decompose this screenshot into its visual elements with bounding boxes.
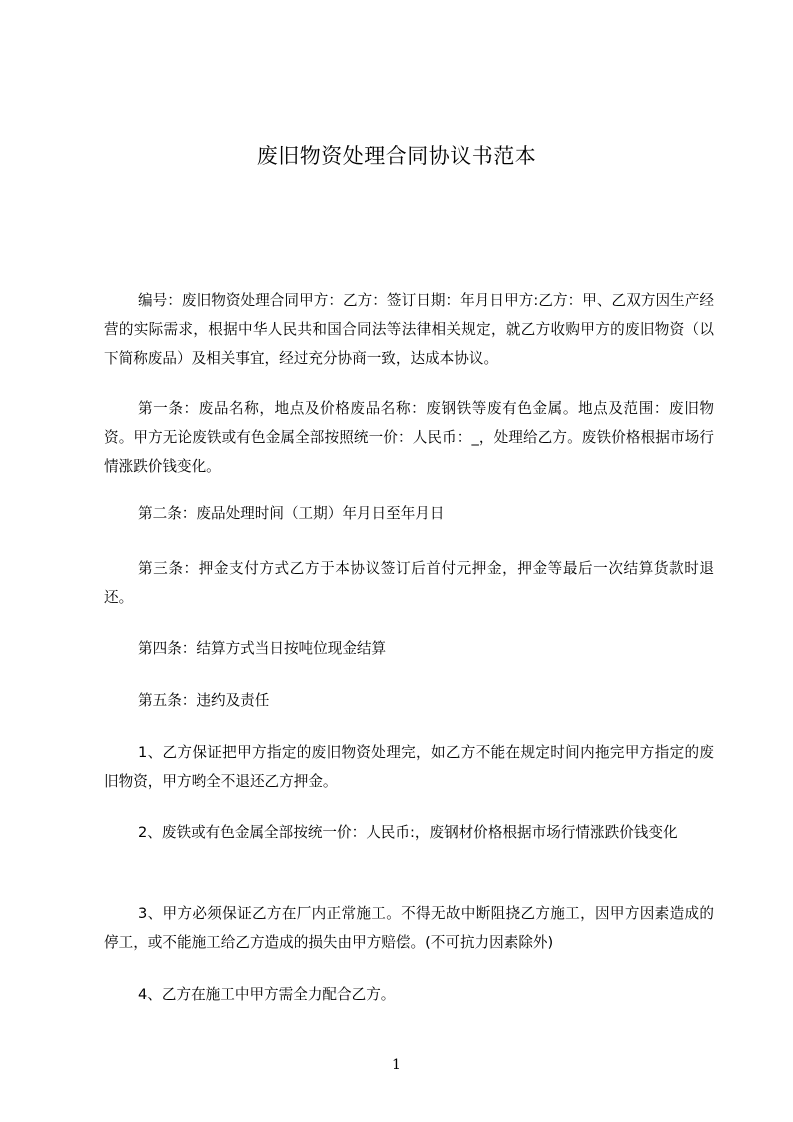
paragraph-article-5: 第五条：违约及责任 (138, 692, 270, 709)
paragraph-article-4: 第四条：结算方式当日按吨位现金结算 (138, 640, 387, 657)
paragraph-article-3: 第三条：押金支付方式乙方于本协议签订后首付元押金，押金等最后一次结算货款时退还。 (104, 560, 714, 606)
page-number: 1 (392, 1057, 401, 1073)
document-title: 废旧物资处理合同协议书范本 (256, 144, 537, 168)
paragraph-clause-3: 3、甲方必须保证乙方在厂内正常施工。不得无故中断阻挠乙方施工，因甲方因素造成的停工，或不能施工给乙方造成的损失由甲方赔偿。(不可抗力因素除外) (104, 905, 714, 951)
paragraph-article-2: 第二条：废品处理时间（工期）年月日至年月日 (138, 505, 445, 522)
paragraph-clause-1: 1、乙方保证把甲方指定的废旧物资处理完，如乙方不能在规定时间内拖完甲方指定的废旧物资，甲方哟全不退还乙方押金。 (104, 744, 714, 790)
paragraph-preamble: 编号：废旧物资处理合同甲方：乙方：签订日期：年月日甲方:乙方：甲、乙双方因生产经营的实际需求，根据中华人民共和国合同法等法律相关规定，就乙方收购甲方的废旧物资（以下简称废品）及相关事宜，经过充分协商一致，达成本协议。 (104, 292, 714, 367)
paragraph-clause-2: 2、废铁或有色金属全部按统一价：人民币:，废钢材价格根据市场行情涨跌价钱变化 (138, 824, 678, 841)
paragraph-clause-4: 4、乙方在施工中甲方需全力配合乙方。 (138, 986, 396, 1003)
paragraph-article-1: 第一条：废品名称，地点及价格废品名称：废钢铁等废有色金属。地点及范围：废旧物资。甲方无论废铁或有色金属全部按照统一价：人民币：_，处理给乙方。废铁价格根据市场行情涨跌价钱变化。 (104, 400, 714, 475)
